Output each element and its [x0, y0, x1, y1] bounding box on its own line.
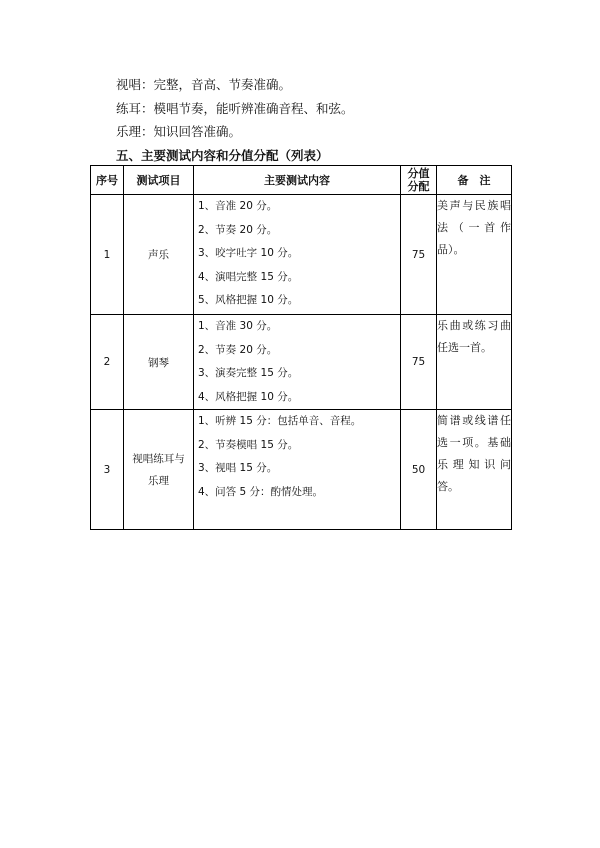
table-row	[91, 195, 512, 315]
header-score	[401, 166, 437, 195]
header-subject: 测试项目	[124, 166, 194, 195]
list-item: 3、演奏完整 15 分。	[198, 367, 299, 379]
row-subject-line1: 声乐	[148, 249, 169, 261]
row-score: 50	[401, 410, 437, 530]
list-item: 3、咬字吐字 10 分。	[198, 247, 299, 259]
row-items	[194, 410, 401, 530]
row-subject-line2: 乐理	[148, 474, 169, 487]
row-remark: 乐曲或练习曲任选一首。	[437, 315, 512, 410]
row-no: 3	[91, 410, 124, 530]
header-remark: 备 注	[437, 166, 512, 195]
section-title: 五、主要测试内容和分值分配（列表）	[116, 148, 329, 163]
list-item: 4、问答 5 分：酌情处理。	[198, 485, 324, 498]
list-item: 4、风格把握 10 分。	[198, 390, 299, 403]
score-allocation-table	[90, 165, 512, 530]
intro-line-music-theory: 乐理：知识回答准确。	[116, 124, 242, 139]
list-item: 1、音准 30 分。	[198, 320, 278, 332]
list-item: 2、节奏 20 分。	[198, 343, 278, 356]
intro-line-sight-singing: 视唱：完整，音高、节奏准确。	[116, 77, 292, 92]
row-no: 1	[91, 195, 124, 315]
list-item: 2、节奏 20 分。	[198, 223, 278, 236]
list-item: 1、音准 20 分。	[198, 200, 278, 212]
row-no: 2	[91, 315, 124, 410]
header-score-line2: 分配	[407, 180, 430, 193]
header-no: 序号	[91, 166, 124, 195]
table-row	[91, 315, 512, 410]
list-item: 2、节奏模唱 15 分。	[198, 438, 299, 451]
row-score: 75	[401, 315, 437, 410]
table-row	[91, 410, 512, 530]
table-header-row	[91, 166, 512, 195]
row-score: 75	[401, 195, 437, 315]
list-item: 5、风格把握 10 分。	[198, 294, 299, 306]
row-items	[194, 195, 401, 315]
row-remark: 简谱或线谱任选一项。基础乐理知识问答。	[437, 410, 512, 530]
row-subject-line1: 钢琴	[148, 356, 169, 369]
row-items	[194, 315, 401, 410]
row-remark: 美声与民族唱法（一首作品）。	[437, 195, 512, 315]
row-subject-line1: 视唱练耳与	[132, 452, 185, 465]
intro-line-ear-training: 练耳：模唱节奏，能听辨准确音程、和弦。	[116, 101, 354, 116]
list-item: 3、视唱 15 分。	[198, 462, 278, 474]
list-item: 4、演唱完整 15 分。	[198, 270, 299, 283]
row-subject	[124, 410, 194, 530]
row-subject	[124, 315, 194, 410]
header-score-line1: 分值	[407, 167, 430, 180]
header-content: 主要测试内容	[194, 166, 401, 195]
list-item: 1、听辨 15 分：包括单音、音程。	[198, 415, 362, 427]
row-subject	[124, 195, 194, 315]
